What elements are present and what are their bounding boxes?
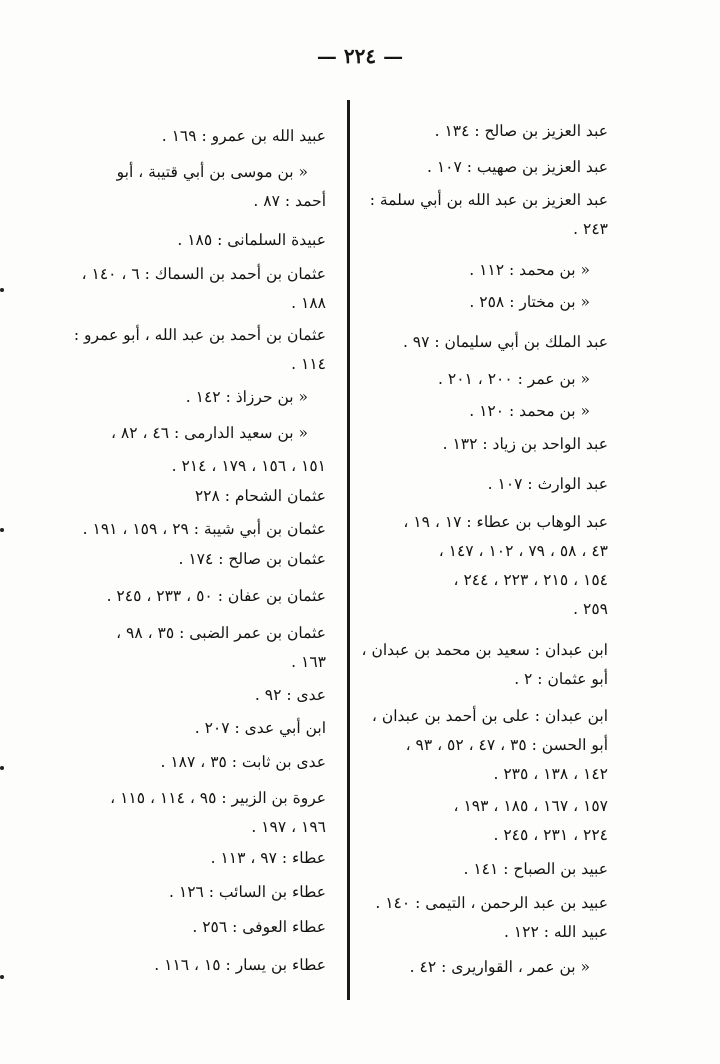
scan-speck bbox=[0, 528, 4, 532]
index-line: عطاء بن يسار : ١٥ ، ١١٦ . bbox=[154, 956, 326, 974]
index-line: ١٩٦ ، ١٩٧ . bbox=[251, 818, 326, 836]
index-line: عثمان بن أحمد بن السماك : ٦ ، ١٤٠ ، bbox=[81, 265, 326, 283]
index-line: عثمان بن أحمد بن عبد الله ، أبو عمرو : bbox=[73, 326, 326, 344]
index-line: ١١٤ . bbox=[291, 355, 326, 373]
index-line: ١٤٢ ، ١٣٨ ، ٢٣٥ . bbox=[493, 765, 608, 783]
index-line: ١٥٧ ، ١٦٧ ، ١٨٥ ، ١٩٣ ، bbox=[453, 797, 608, 815]
index-line: ١٨٨ . bbox=[291, 294, 326, 312]
index-line: عدى بن ثابت : ٣٥ ، ١٨٧ . bbox=[160, 753, 326, 771]
index-line: « بن عمر ، القواريرى : ٤٢ . bbox=[409, 958, 590, 976]
index-line: عطاء بن السائب : ١٢٦ . bbox=[169, 883, 326, 901]
index-line: عبيد الله : ١٢٢ . bbox=[503, 923, 608, 941]
index-line: عبد الواحد بن زياد : ١٣٢ . bbox=[442, 435, 608, 453]
index-line: عثمان بن عفان : ٥٠ ، ٢٣٣ ، ٢٤٥ . bbox=[106, 587, 326, 605]
index-line: عثمان بن عمر الضبى : ٣٥ ، ٩٨ ، bbox=[116, 624, 326, 642]
index-line: عبد العزيز بن صالح : ١٣٤ . bbox=[434, 122, 608, 140]
index-line: أبو عثمان : ٢ . bbox=[514, 670, 608, 688]
index-line: ١٥٤ ، ٢١٥ ، ٢٢٣ ، ٢٤٤ ، bbox=[453, 571, 608, 589]
index-line: « بن موسى بن أبي قتيبة ، أبو bbox=[116, 163, 308, 181]
index-line: عطاء العوفى : ٢٥٦ . bbox=[192, 918, 326, 936]
index-line: ابن عبدان : سعيد بن محمد بن عبدان ، bbox=[361, 641, 608, 659]
index-line: عطاء : ٩٧ ، ١١٣ . bbox=[210, 849, 326, 867]
index-line: عبد العزيز بن عبد الله بن أبي سلمة : bbox=[369, 191, 608, 209]
index-line: عبيد بن عبد الرحمن ، التيمى : ١٤٠ . bbox=[375, 894, 608, 912]
index-line: ٢٤٣ . bbox=[573, 220, 608, 238]
index-line: ابن عبدان : على بن أحمد بن عبدان ، bbox=[371, 707, 608, 725]
index-line: « بن عمر : ٢٠٠ ، ٢٠١ . bbox=[438, 370, 590, 388]
index-line: ١٦٣ . bbox=[291, 653, 326, 671]
column-divider bbox=[347, 100, 350, 1000]
index-line: عثمان بن أبي شيبة : ٢٩ ، ١٥٩ ، ١٩١ . bbox=[82, 520, 326, 538]
index-line: « بن سعيد الدارمى : ٤٦ ، ٨٢ ، bbox=[110, 424, 308, 442]
index-line: « بن حرزاذ : ١٤٢ . bbox=[185, 388, 308, 406]
index-line: عبيد بن الصباح : ١٤١ . bbox=[463, 860, 608, 878]
index-line: ابن أبي عدى : ٢٠٧ . bbox=[194, 719, 326, 737]
scan-speck bbox=[0, 766, 4, 770]
index-line: عبيدة السلمانى : ١٨٥ . bbox=[177, 231, 326, 249]
index-line: عبد العزيز بن صهيب : ١٠٧ . bbox=[426, 158, 608, 176]
index-line: عثمان الشحام : ٢٢٨ bbox=[194, 487, 326, 505]
index-line: ٤٣ ، ٥٨ ، ٧٩ ، ١٠٢ ، ١٤٧ ، bbox=[438, 542, 608, 560]
scan-speck bbox=[0, 975, 4, 979]
index-line: عبيد الله بن عمرو : ١٦٩ . bbox=[161, 127, 326, 145]
index-line: عبد الوارث : ١٠٧ . bbox=[487, 475, 608, 493]
index-line: « بن محمد : ١٢٠ . bbox=[469, 402, 590, 420]
index-line: عثمان بن صالح : ١٧٤ . bbox=[178, 550, 326, 568]
page-number: — ٢٢٤ — bbox=[316, 44, 404, 68]
index-line: ١٥١ ، ١٥٦ ، ١٧٩ ، ٢١٤ . bbox=[171, 457, 326, 475]
index-line: « بن محمد : ١١٢ . bbox=[469, 261, 590, 279]
index-line: ٢٥٩ . bbox=[573, 600, 608, 618]
index-line: أبو الحسن : ٣٥ ، ٤٧ ، ٥٢ ، ٩٣ ، bbox=[405, 736, 608, 754]
index-line: عبد الملك بن أبي سليمان : ٩٧ . bbox=[402, 333, 608, 351]
index-line: ٢٢٤ ، ٢٣١ ، ٢٤٥ . bbox=[493, 826, 608, 844]
index-line: عدى : ٩٢ . bbox=[254, 686, 326, 704]
index-line: أحمد : ٨٧ . bbox=[253, 192, 326, 210]
index-line: عروة بن الزبير : ٩٥ ، ١١٤ ، ١١٥ ، bbox=[110, 789, 326, 807]
scan-speck bbox=[0, 288, 4, 292]
index-line: عبد الوهاب بن عطاء : ١٧ ، ١٩ ، bbox=[403, 513, 608, 531]
index-line: « بن مختار : ٢٥٨ . bbox=[469, 293, 590, 311]
